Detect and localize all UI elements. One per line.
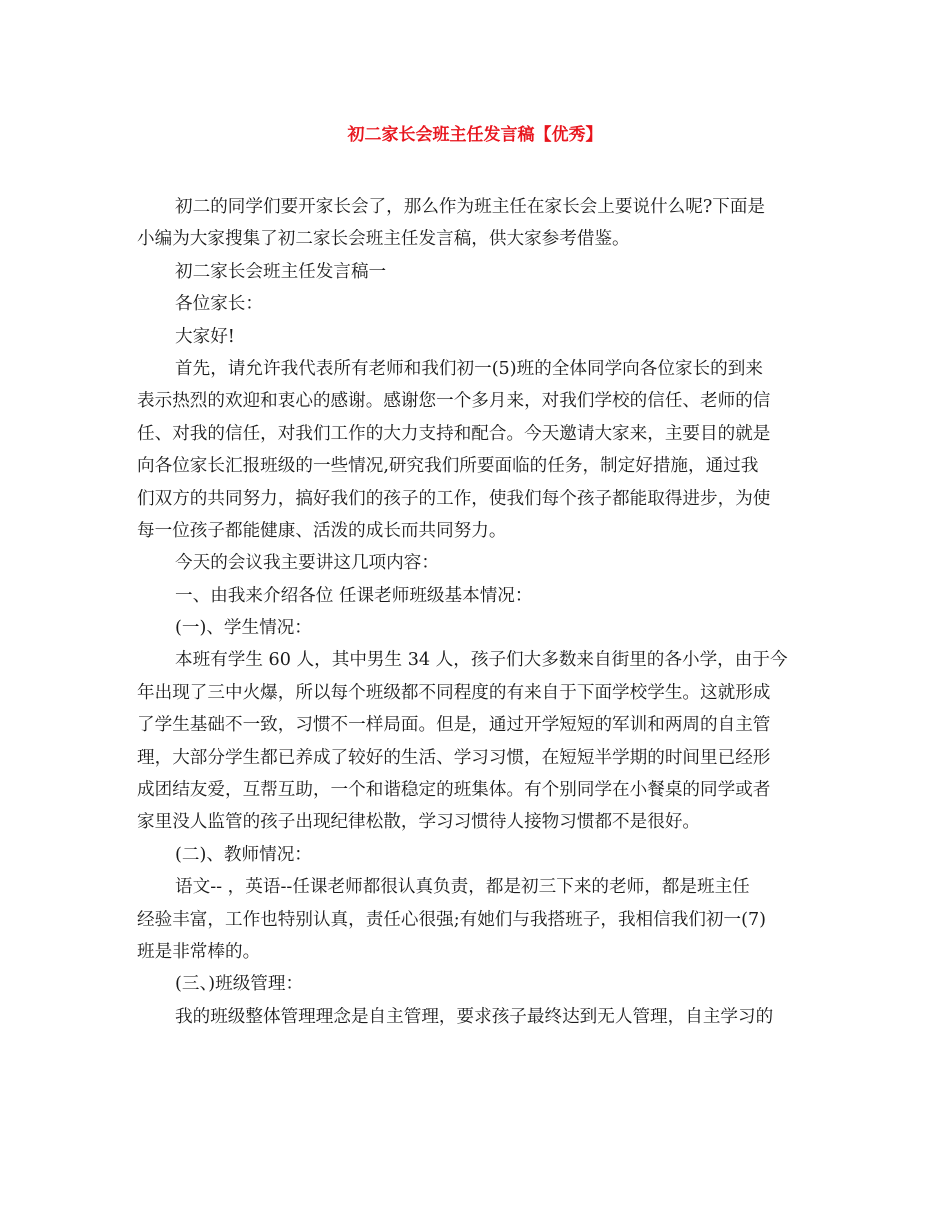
paragraph-first-line: 大家好! <box>175 326 235 347</box>
paragraph-first-line: (一)、学生情况： <box>175 618 312 639</box>
paragraph-line: 了学生基础不一致，习惯不一样局面。但是，通过开学短短的军训和两周的自主管 <box>137 715 771 736</box>
paragraph-line: 们双方的共同努力，搞好我们的孩子的工作，使我们每个孩子都能取得进步，为使 <box>137 488 771 509</box>
paragraph-first-line: 语文-- ，英语--任课老师都很认真负责，都是初三下来的老师，都是班主任 <box>175 877 750 898</box>
paragraph-first-line: (二)、教师情况： <box>175 844 312 865</box>
paragraph-line: 年出现了三中火爆，所以每个班级都不同程度的有来自于下面学校学生。这就形成 <box>137 682 771 703</box>
paragraph-line: 理，大部分学生都已养成了较好的生活、学习习惯，在短短半学期的时间里已经形 <box>137 747 771 768</box>
document-title: 初二家长会班主任发言稿【优秀】 <box>347 125 603 145</box>
paragraph-line: 任、对我的信任，对我们工作的大力支持和配合。今天邀请大家来，主要目的就是 <box>137 423 771 444</box>
paragraph-first-line: 我的班级整体管理理念是自主管理，要求孩子最终达到无人管理，自主学习的 <box>175 1006 774 1027</box>
paragraph-line: 小编为大家搜集了初二家长会班主任发言稿，供大家参考借鉴。 <box>137 229 630 250</box>
paragraph-line: 每一位孩子都能健康、活泼的成长而共同努力。 <box>137 520 507 541</box>
document-body <box>137 191 813 1033</box>
paragraph-line: 成团结友爱，互帮互助，一个和谐稳定的班集体。有个别同学在小餐桌的同学或者 <box>137 780 771 801</box>
paragraph-first-line: 一、由我来介绍各位 任课老师班级基本情况： <box>175 585 533 606</box>
paragraph-first-line: 首先，请允许我代表所有老师和我们初一(5)班的全体同学向各位家长的到来 <box>175 358 763 379</box>
paragraph-first-line: 今天的会议我主要讲这几项内容： <box>175 553 439 574</box>
paragraph-line: 班是非常棒的。 <box>137 941 261 962</box>
paragraph-first-line: 本班有学生 60 人，其中男生 34 人，孩子们大多数来自街里的各小学，由于今 <box>175 650 788 671</box>
paragraph-first-line: 各位家长： <box>175 294 263 315</box>
paragraph-line: 经验丰富，工作也特别认真，责任心很强;有她们与我搭班子，我相信我们初一(7) <box>137 909 767 930</box>
paragraph-line: 表示热烈的欢迎和衷心的感谢。感谢您一个多月来，对我们学校的信任、老师的信 <box>137 391 771 412</box>
paragraph-line: 家里没人监管的孩子出现纪律松散，学习习惯待人接物习惯都不是很好。 <box>137 812 701 833</box>
paragraph-line: 向各位家长汇报班级的一些情况,研究我们所要面临的任务，制定好措施，通过我 <box>137 456 759 477</box>
paragraph-first-line: 初二的同学们要开家长会了，那么作为班主任在家长会上要说什么呢?下面是 <box>175 197 766 217</box>
paragraph-first-line: 初二家长会班主任发言稿一 <box>175 261 387 282</box>
paragraph-first-line: (三、)班级管理： <box>175 974 304 995</box>
